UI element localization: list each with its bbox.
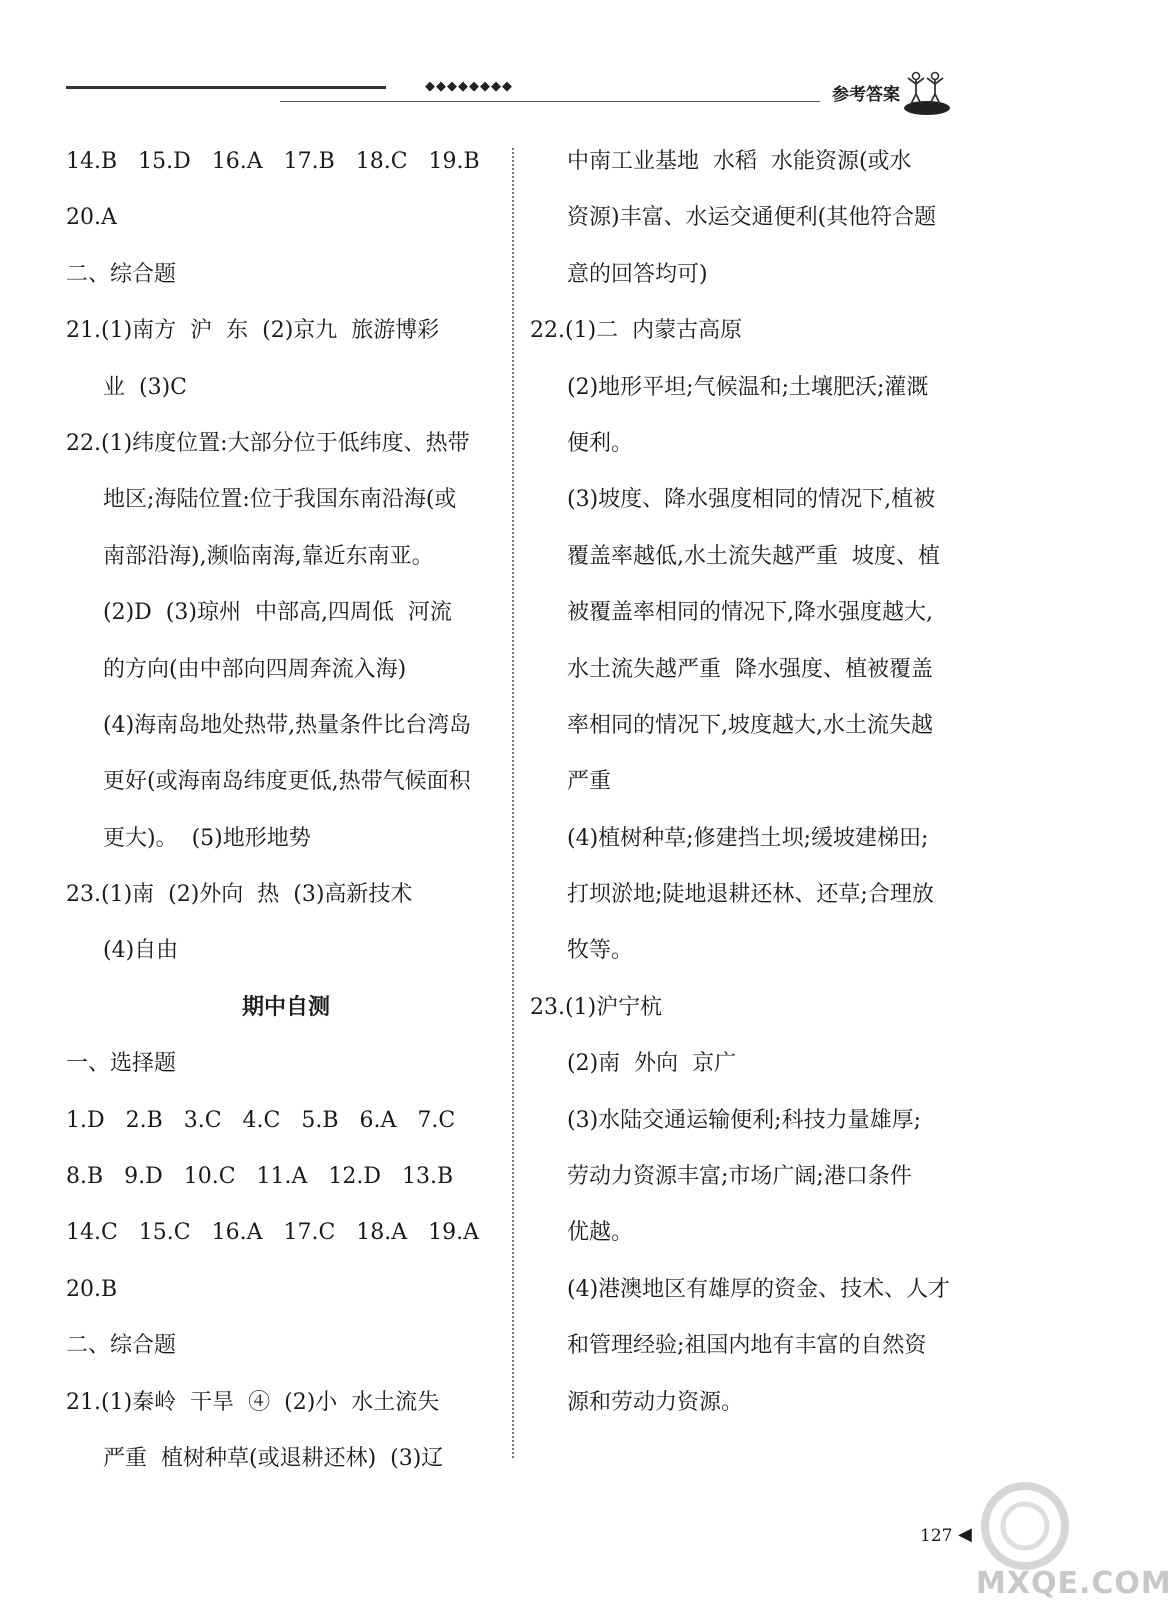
section-title: 期中自测 xyxy=(241,994,330,1020)
answer-line: 23.(1)沪宁杭 xyxy=(530,994,663,1020)
answer-line: 21.(1)南方 沪 东 (2)京九 旅游博彩 xyxy=(66,318,440,344)
header-ornament: ◆◆◆◆◆◆◆◆ xyxy=(425,79,513,94)
answer-line: 水土流失越严重 降水强度、植被覆盖 xyxy=(567,656,933,682)
answer-line: 的方向(由中部向四周奔流入海) xyxy=(103,656,407,682)
answer-line: (4)植树种草;修建挡土坝;缓坡建梯田; xyxy=(567,825,929,851)
watermark-text: MXQE.COM xyxy=(976,1566,1172,1601)
page-number: 127 xyxy=(920,1526,953,1546)
header-rule-thin xyxy=(280,101,820,102)
answer-line: 23.(1)南 (2)外向 热 (3)高新技术 xyxy=(66,882,413,908)
answer-line: (4)海南岛地处热带,热量条件比台湾岛 xyxy=(103,712,472,738)
answer-line: 被覆盖率相同的情况下,降水强度越大, xyxy=(567,600,933,626)
answer-line: 二、综合题 xyxy=(66,1333,177,1359)
answer-line: 21.(1)秦岭 干旱 ④ (2)小 水土流失 xyxy=(66,1389,440,1415)
answer-line: 中南工业基地 水稻 水能资源(或水 xyxy=(567,149,912,174)
answer-line: (2)南 外向 京广 xyxy=(567,1051,737,1077)
answer-line: 14.B 15.D 16.A 17.B 18.C 19.B xyxy=(66,149,480,174)
page-arrow-icon: ◀ xyxy=(958,1524,972,1545)
answer-line: 更大)。 (5)地形地势 xyxy=(103,825,311,851)
answer-line: 资源)丰富、水运交通便利(其他符合题 xyxy=(567,205,937,231)
figures-logo-icon xyxy=(902,68,952,116)
answer-line: 牧等。 xyxy=(567,938,634,964)
header-rule-thick xyxy=(66,86,386,89)
answer-line: 便利。 xyxy=(567,430,634,456)
answer-line: 劳动力资源丰富;市场广阔;港口条件 xyxy=(567,1164,912,1190)
answer-line: (3)坡度、降水强度相同的情况下,植被 xyxy=(567,487,936,513)
answer-line: 意的回答均可) xyxy=(567,261,708,287)
answer-line: (4)港澳地区有雄厚的资金、技术、人才 xyxy=(567,1276,951,1302)
page-header xyxy=(0,0,1083,120)
answer-line: 22.(1)二 内蒙古高原 xyxy=(530,318,743,344)
answer-line: 一、选择题 xyxy=(66,1051,177,1077)
answer-line: 地区;海陆位置:位于我国东南沿海(或 xyxy=(103,487,457,513)
answer-line: 打坝淤地;陡地退耕还林、还草;合理放 xyxy=(567,882,934,908)
answer-line: 更好(或海南岛纬度更低,热带气候面积 xyxy=(103,769,471,795)
column-divider xyxy=(512,148,514,1458)
answer-line: 8.B 9.D 10.C 11.A 12.D 13.B xyxy=(66,1164,454,1190)
answer-line: 业 (3)C xyxy=(103,374,187,400)
answer-line: 南部沿海),濒临南海,靠近东南亚。 xyxy=(103,543,434,569)
right-column xyxy=(530,134,970,1431)
answer-line: (4)自由 xyxy=(103,938,179,964)
answer-line: 严重 植树种草(或退耕还林) (3)辽 xyxy=(103,1445,444,1471)
answer-line: (2)D (3)琼州 中部高,四周低 河流 xyxy=(103,600,452,626)
answer-line: 源和劳动力资源。 xyxy=(567,1389,744,1415)
answer-line: 20.A xyxy=(66,205,117,231)
answer-line: 优越。 xyxy=(567,1220,634,1246)
answer-line: 20.B xyxy=(66,1276,118,1302)
header-title: 参考答案 xyxy=(832,85,900,105)
answer-line: 和管理经验;祖国内地有丰富的自然资 xyxy=(567,1333,927,1359)
answer-line: 22.(1)纬度位置:大部分位于低纬度、热带 xyxy=(66,430,470,456)
answer-line: 二、综合题 xyxy=(66,261,177,287)
answer-line: (3)水陆交通运输便利;科技力量雄厚; xyxy=(567,1107,921,1133)
answer-line: 覆盖率越低,水土流失越严重 坡度、植 xyxy=(567,543,940,569)
answer-line: 率相同的情况下,坡度越大,水土流失越 xyxy=(567,712,933,738)
answer-line: 14.C 15.C 16.A 17.C 18.A 19.A xyxy=(66,1220,479,1246)
answer-line: 严重 xyxy=(567,769,612,795)
answer-line: 1.D 2.B 3.C 4.C 5.B 6.A 7.C xyxy=(66,1107,456,1133)
answer-line: (2)地形平坦;气候温和;土壤肥沃;灌溉 xyxy=(567,374,929,400)
left-column xyxy=(66,134,506,1487)
